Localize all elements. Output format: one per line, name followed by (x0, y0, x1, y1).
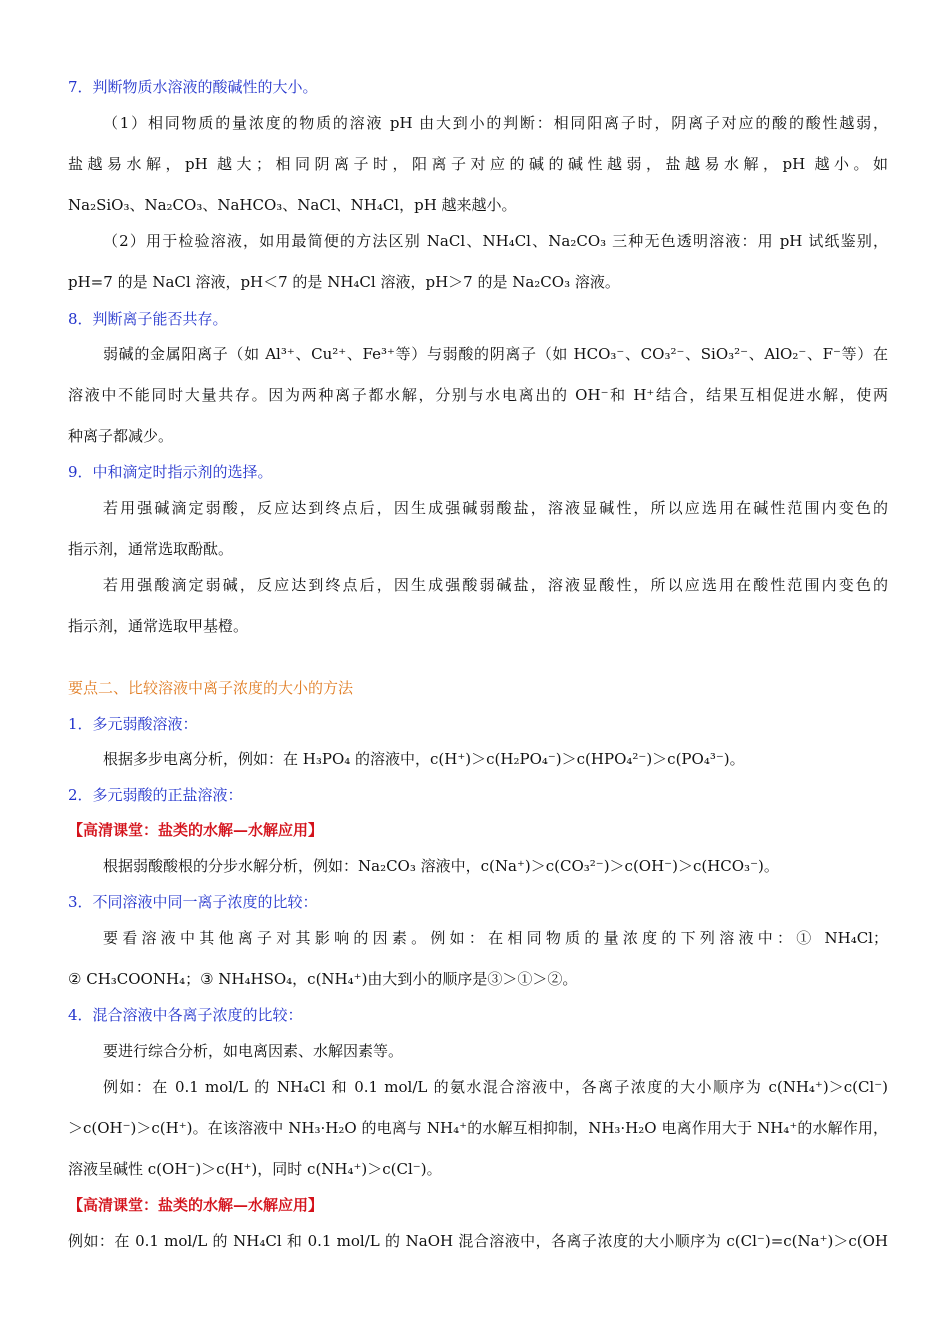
part2-sub-4-heading: 4．混合溶液中各离子浓度的比较： (68, 1006, 303, 1024)
sec9-paragraph-2-line-1: 若用强酸滴定弱碱，反应达到终点后，因生成强酸弱碱盐，溶液显酸性，所以应选用在酸性范围内变色的 (103, 576, 888, 594)
sec7-paragraph-1-line-3: Na₂SiO₃、Na₂CO₃、NaHCO₃、NaCl、NH₄Cl，pH 越来越小。 (68, 196, 517, 214)
part2-sub-4-line-4: 溶液呈碱性 c(OH⁻)＞c(H⁺)，同时 c(NH₄⁺)＞c(Cl⁻)。 (68, 1160, 442, 1178)
part2-sub-4-line-5: 例如：在 0.1 mol/L 的 NH₄Cl 和 0.1 mol/L 的 NaOH 混合溶液中，各离子浓度的大小顺序为 c(Cl⁻)=c(Na⁺)＞c(OH (68, 1232, 888, 1250)
section-9-heading: 9．中和滴定时指示剂的选择。 (68, 463, 273, 481)
part2-sub-3-line-1: 要看溶液中其他离子对其影响的因素。例如：在相同物质的量浓度的下列溶液中：① NH₄Cl； (103, 929, 888, 947)
sec9-paragraph-1-line-2: 指示剂，通常选取酚酞。 (68, 540, 234, 558)
part2-sub-2-line-1: 根据弱酸酸根的分步水解分析，例如：Na₂CO₃ 溶液中，c(Na⁺)＞c(CO₃²⁻)＞c(OH⁻)＞c(HCO₃⁻)。 (103, 857, 779, 875)
part-2-heading: 要点二、比较溶液中离子浓度的大小的方法 (68, 679, 354, 697)
part2-sub-4-line-3: ＞c(OH⁻)＞c(H⁺)。在该溶液中 NH₃·H₂O 的电离与 NH₄⁺的水解互相抑制，NH₃·H₂O 电离作用大于 NH₄⁺的水解作用， (68, 1119, 888, 1137)
section-8-heading: 8．判断离子能否共存。 (68, 310, 228, 328)
part2-sub-4-line-2: 例如：在 0.1 mol/L 的 NH₄Cl 和 0.1 mol/L 的氨水混合溶液中，各离子浓度的大小顺序为 c(NH₄⁺)＞c(Cl⁻) (103, 1078, 888, 1096)
part2-sub-1-line-1: 根据多步电离分析，例如：在 H₃PO₄ 的溶液中，c(H⁺)＞c(H₂PO₄⁻)＞c(HPO₄²⁻)＞c(PO₄³⁻)。 (103, 750, 745, 768)
hd-class-tag-1: 【高清课堂：盐类的水解—水解应用】 (68, 821, 324, 839)
sec8-line-2: 溶液中不能同时大量共存。因为两种离子都水解，分别与水电离出的 OH⁻和 H⁺结合，结果互相促进水解，使两 (68, 386, 888, 404)
sec7-paragraph-2-line-1: （2）用于检验溶液，如用最简便的方法区别 NaCl、NH₄Cl、Na₂CO₃ 三种无色透明溶液：用 pH 试纸鉴别， (103, 232, 888, 250)
sec8-line-1: 弱碱的金属阳离子（如 Al³⁺、Cu²⁺、Fe³⁺等）与弱酸的阴离子（如 HCO₃⁻、CO₃²⁻、SiO₃²⁻、AlO₂⁻、F⁻等）在 (103, 345, 888, 363)
section-7-heading: 7．判断物质水溶液的酸碱性的大小。 (68, 78, 318, 96)
sec9-paragraph-1-line-1: 若用强碱滴定弱酸，反应达到终点后，因生成强碱弱酸盐，溶液显碱性，所以应选用在碱性范围内变色的 (103, 499, 888, 517)
sec7-paragraph-1-line-2: 盐越易水解，pH 越大；相同阴离子时，阳离子对应的碱的碱性越弱，盐越易水解，pH 越小。如 (68, 155, 888, 173)
sec9-paragraph-2-line-2: 指示剂，通常选取甲基橙。 (68, 617, 249, 635)
part2-sub-2-heading: 2．多元弱酸的正盐溶液： (68, 786, 243, 804)
sec7-paragraph-2-line-2: pH=7 的是 NaCl 溶液，pH＜7 的是 NH₄Cl 溶液，pH＞7 的是 Na₂CO₃ 溶液。 (68, 273, 620, 291)
part2-sub-4-line-1: 要进行综合分析，如电离因素、水解因素等。 (103, 1042, 404, 1060)
hd-class-tag-2: 【高清课堂：盐类的水解—水解应用】 (68, 1196, 324, 1214)
sec8-line-3: 种离子都减少。 (68, 427, 174, 445)
part2-sub-3-heading: 3．不同溶液中同一离子浓度的比较： (68, 893, 318, 911)
part2-sub-1-heading: 1．多元弱酸溶液： (68, 715, 198, 733)
sec7-paragraph-1-line-1: （1）相同物质的量浓度的物质的溶液 pH 由大到小的判断：相同阳离子时，阴离子对应的酸的酸性越弱， (103, 114, 888, 132)
part2-sub-3-line-2: ② CH₃COONH₄；③ NH₄HSO₄，c(NH₄⁺)由大到小的顺序是③＞①＞②。 (68, 970, 578, 988)
